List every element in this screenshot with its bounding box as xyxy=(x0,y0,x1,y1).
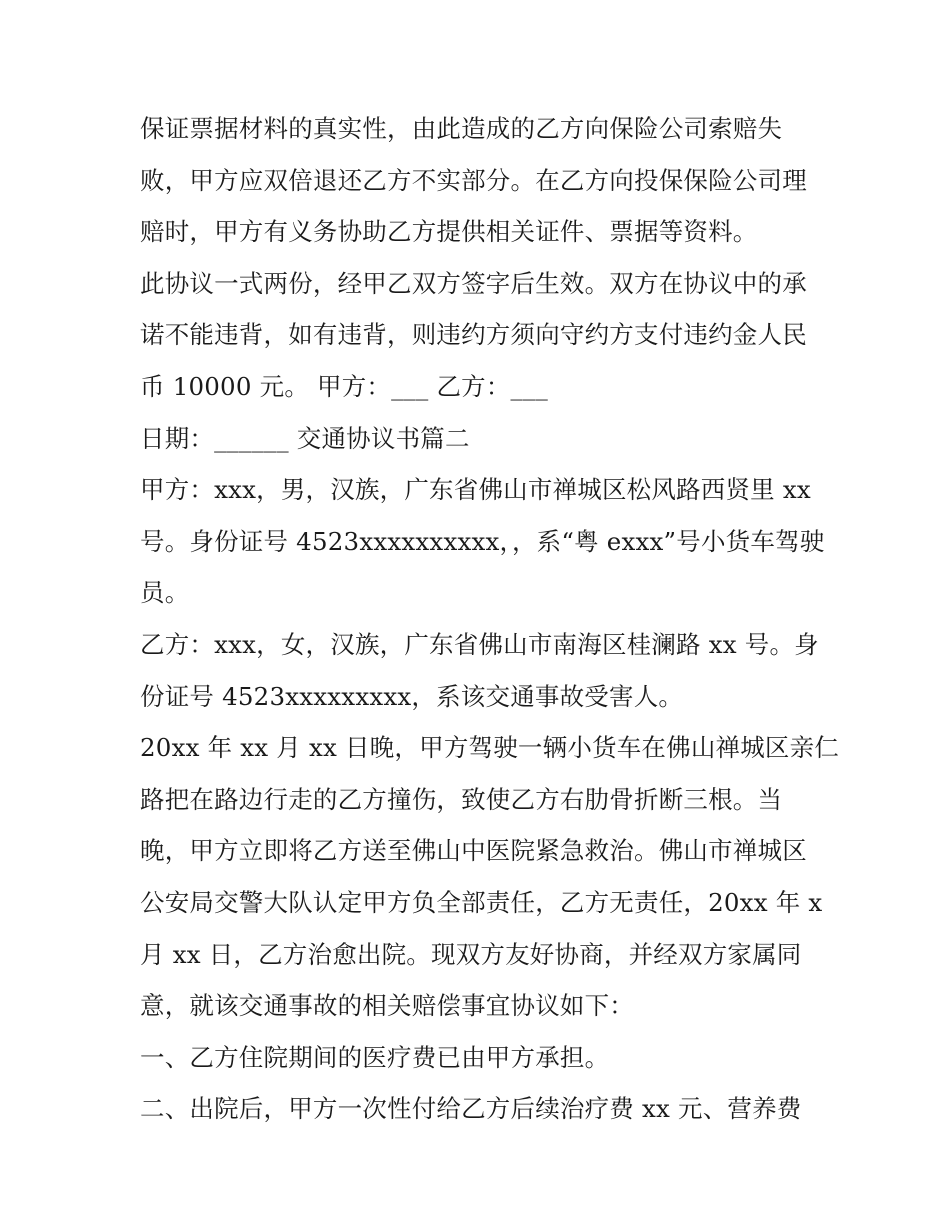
text-line: 晚，甲方立即将乙方送至佛山中医院紧急救治。佛山市禅城区 xyxy=(140,836,807,866)
text-line: 份证号 4523xxxxxxxxx，系该交通事故受害人。 xyxy=(140,681,684,711)
text-line: 员。 xyxy=(140,578,190,608)
text-line: 意，就该交通事故的相关赔偿事宜协议如下： xyxy=(140,991,634,1021)
text-line: 二、出院后，甲方一次性付给乙方后续治疗费 xx 元、营养费 xyxy=(140,1094,802,1124)
text-line: 此协议一式两份，经甲乙双方签字后生效。双方在协议中的承 xyxy=(140,268,807,298)
text-line: 路把在路边行走的乙方撞伤，致使乙方右肋骨折断三根。当 xyxy=(140,784,783,814)
text-line: 甲方：xxx，男，汉族，广东省佛山市禅城区松风路西贤里 xx xyxy=(140,475,811,505)
text-line: 保证票据材料的真实性，由此造成的乙方向保险公司索赔失 xyxy=(140,114,783,143)
text-line: 号。身份证号 4523xxxxxxxxxx，，系“粤 exxx”号小货车驾驶 xyxy=(140,526,825,556)
document-body xyxy=(140,103,840,1135)
text-line: 败，甲方应双倍退还乙方不实部分。在乙方向投保保险公司理 xyxy=(140,165,807,195)
text-line: 一、乙方住院期间的医疗费已由甲方承担。 xyxy=(140,1042,610,1072)
text-line: 诺不能违背，如有违背，则违约方须向守约方支付违约金人民 xyxy=(140,320,807,350)
text-line: 乙方：xxx，女，汉族，广东省佛山市南海区桂澜路 xx 号。身 xyxy=(140,629,819,659)
text-line: 月 xx 日，乙方治愈出院。现双方友好协商，并经双方家属同 xyxy=(140,939,802,969)
text-line: 公安局交警大队认定甲方负全部责任，乙方无责任，20xx 年 x xyxy=(140,887,823,917)
text-line: 日期：______ 交通协议书篇二 xyxy=(140,423,470,453)
text-line: 赔时，甲方有义务协助乙方提供相关证件、票据等资料。 xyxy=(140,217,758,247)
text-line: 20xx 年 xx 月 xx 日晚，甲方驾驶一辆小货车在佛山禅城区亲仁 xyxy=(140,733,840,763)
text-line: 币 10000 元。 甲方：___ 乙方：___ xyxy=(140,371,548,401)
